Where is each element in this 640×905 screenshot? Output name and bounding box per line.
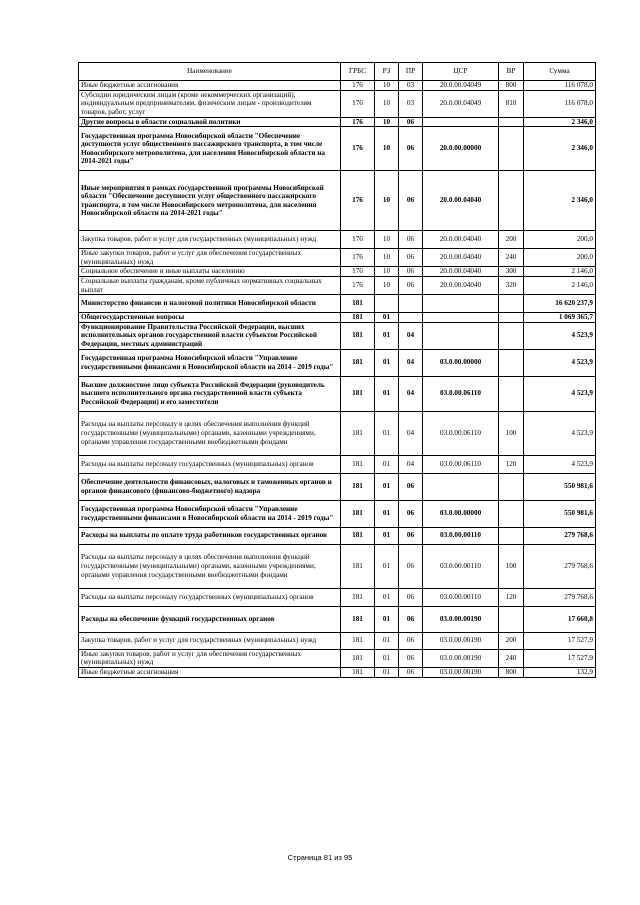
cell-pr: 06	[399, 667, 423, 677]
cell-grbs: 181	[341, 455, 375, 473]
cell-sum: 4 523,9	[524, 349, 596, 376]
cell-name: Государственная программа Новосибирской области "Управление государственными финансами в Новосибирской области на 2014 - 2019 годы"	[79, 500, 341, 527]
cell-sum: 17 527,9	[524, 632, 596, 649]
cell-sum: 2 346,0	[524, 127, 596, 171]
cell-sum: 279 768,6	[524, 588, 596, 606]
cell-rz: 10	[375, 117, 399, 127]
cell-vr: 100	[499, 544, 524, 588]
cell-rz: 10	[375, 127, 399, 171]
cell-rz: 01	[375, 527, 399, 544]
header-pr: ПР	[399, 63, 423, 81]
cell-name: Субсидии юридическим лицам (кроме некоммерческих организаций), индивидуальным предпринимателям, физическим лицам - производителям товаров, работ, услуг	[79, 90, 341, 117]
table-row	[79, 667, 596, 677]
table-row	[79, 127, 596, 171]
cell-sum: 4 523,9	[524, 455, 596, 473]
cell-pr: 06	[399, 127, 423, 171]
table-row	[79, 606, 596, 632]
cell-grbs: 176	[341, 171, 375, 231]
cell-pr: 06	[399, 500, 423, 527]
table-row	[79, 649, 596, 667]
cell-name: Функционирование Правительства Российской Федерации, высших исполнительных органов государственной власти субъектов Российской Федерации, местных администраций	[79, 322, 341, 349]
cell-grbs: 181	[341, 295, 375, 313]
budget-table	[78, 62, 596, 678]
cell-rz: 01	[375, 322, 399, 349]
table-row	[79, 376, 596, 411]
cell-pr: 06	[399, 276, 423, 294]
cell-csr: 20.0.00.04040	[423, 267, 499, 277]
cell-sum: 17 527,9	[524, 649, 596, 667]
cell-name: Социальное обеспечение и иные выплаты населению	[79, 267, 341, 277]
cell-sum: 4 523,9	[524, 376, 596, 411]
cell-rz: 01	[375, 349, 399, 376]
cell-rz: 01	[375, 544, 399, 588]
cell-vr	[499, 376, 524, 411]
table-row	[79, 322, 596, 349]
cell-rz: 10	[375, 276, 399, 294]
table-row	[79, 544, 596, 588]
table-row	[79, 295, 596, 313]
cell-csr: 20.0.00.04040	[423, 276, 499, 294]
cell-rz: 01	[375, 500, 399, 527]
cell-pr: 06	[399, 117, 423, 127]
cell-sum: 200,0	[524, 249, 596, 267]
cell-grbs: 176	[341, 127, 375, 171]
cell-vr: 320	[499, 276, 524, 294]
cell-sum: 17 660,8	[524, 606, 596, 632]
cell-name: Социальные выплаты гражданам, кроме публичных нормативных социальных выплат	[79, 276, 341, 294]
cell-grbs: 181	[341, 606, 375, 632]
cell-name: Общегосударственные вопросы	[79, 313, 341, 323]
cell-csr: 03.0.00.00190	[423, 667, 499, 677]
cell-csr: 03.0.00.00190	[423, 606, 499, 632]
cell-vr: 120	[499, 455, 524, 473]
cell-csr: 03.0.00.00190	[423, 632, 499, 649]
cell-sum: 4 523,9	[524, 322, 596, 349]
cell-sum: 116 078,0	[524, 90, 596, 117]
cell-sum: 200,0	[524, 231, 596, 249]
cell-csr: 20.0.00.04040	[423, 231, 499, 249]
cell-csr: 03.0.00.00000	[423, 500, 499, 527]
cell-csr: 20.0.00.00000	[423, 127, 499, 171]
cell-pr: 06	[399, 649, 423, 667]
cell-sum: 4 523,9	[524, 411, 596, 455]
cell-vr: 800	[499, 667, 524, 677]
cell-grbs: 176	[341, 90, 375, 117]
cell-vr: 240	[499, 649, 524, 667]
cell-rz: 10	[375, 267, 399, 277]
cell-vr: 200	[499, 632, 524, 649]
cell-vr	[499, 313, 524, 323]
cell-pr: 03	[399, 90, 423, 117]
cell-name: Закупка товаров, работ и услуг для государственных (муниципальных) нужд	[79, 231, 341, 249]
cell-name: Закупка товаров, работ и услуг для государственных (муниципальных) нужд	[79, 632, 341, 649]
cell-name: Иные закупки товаров, работ и услуг для обеспечения государственных (муниципальных) нужд	[79, 649, 341, 667]
cell-csr: 20.0.00.04040	[423, 171, 499, 231]
cell-csr	[423, 313, 499, 323]
cell-rz	[375, 295, 399, 313]
header-sum: Сумма	[524, 63, 596, 81]
cell-vr: 120	[499, 588, 524, 606]
cell-grbs: 181	[341, 527, 375, 544]
table-row	[79, 500, 596, 527]
cell-sum: 2 346,0	[524, 171, 596, 231]
cell-grbs: 181	[341, 544, 375, 588]
cell-grbs: 181	[341, 349, 375, 376]
cell-csr	[423, 322, 499, 349]
cell-name: Расходы на выплаты персоналу в целях обеспечения выполнения функций государственными (муниципальными) органами, казенными учреждениями, органами управления государственными внебюджетными фондами	[79, 544, 341, 588]
cell-vr	[499, 349, 524, 376]
cell-pr: 06	[399, 231, 423, 249]
cell-rz: 01	[375, 649, 399, 667]
cell-csr: 03.0.00.00110	[423, 544, 499, 588]
cell-csr	[423, 295, 499, 313]
cell-csr: 20.0.00.04040	[423, 249, 499, 267]
cell-vr	[499, 127, 524, 171]
table-row	[79, 527, 596, 544]
cell-vr	[499, 500, 524, 527]
table-row	[79, 313, 596, 323]
table-header-row	[79, 63, 596, 81]
table-row	[79, 455, 596, 473]
cell-name: Министерство финансов и налоговой политики Новосибирской области	[79, 295, 341, 313]
cell-grbs: 181	[341, 313, 375, 323]
cell-rz: 01	[375, 588, 399, 606]
cell-rz: 10	[375, 81, 399, 91]
cell-csr: 20.0.00.04049	[423, 81, 499, 91]
cell-pr: 06	[399, 588, 423, 606]
cell-name: Иные бюджетные ассигнования	[79, 81, 341, 91]
cell-name: Иные бюджетные ассигнования	[79, 667, 341, 677]
cell-sum: 279 768,6	[524, 527, 596, 544]
cell-sum: 116 078,0	[524, 81, 596, 91]
cell-vr	[499, 473, 524, 500]
cell-pr: 06	[399, 606, 423, 632]
cell-pr: 04	[399, 322, 423, 349]
table-row	[79, 267, 596, 277]
cell-name: Расходы на выплаты по оплате труда работников государственных органов	[79, 527, 341, 544]
cell-sum: 132,9	[524, 667, 596, 677]
cell-csr: 20.0.00.04049	[423, 90, 499, 117]
table-row	[79, 411, 596, 455]
cell-grbs: 176	[341, 276, 375, 294]
cell-vr	[499, 117, 524, 127]
cell-sum: 2 146,0	[524, 267, 596, 277]
cell-vr	[499, 527, 524, 544]
cell-rz: 01	[375, 411, 399, 455]
cell-rz: 10	[375, 231, 399, 249]
cell-pr: 03	[399, 81, 423, 91]
cell-vr	[499, 295, 524, 313]
cell-csr: 03.0.00.00110	[423, 527, 499, 544]
cell-pr: 06	[399, 527, 423, 544]
header-vr: ВР	[499, 63, 524, 81]
table-row	[79, 249, 596, 267]
cell-grbs: 181	[341, 411, 375, 455]
cell-name: Расходы на выплаты персоналу государственных (муниципальных) органов	[79, 455, 341, 473]
cell-vr: 200	[499, 231, 524, 249]
table-row	[79, 231, 596, 249]
cell-sum: 16 620 237,9	[524, 295, 596, 313]
cell-pr	[399, 313, 423, 323]
table-row	[79, 90, 596, 117]
cell-csr: 03.0.00.06110	[423, 455, 499, 473]
cell-grbs: 176	[341, 117, 375, 127]
cell-rz: 01	[375, 606, 399, 632]
cell-rz: 10	[375, 171, 399, 231]
cell-vr	[499, 606, 524, 632]
cell-pr	[399, 295, 423, 313]
cell-grbs: 176	[341, 267, 375, 277]
header-csr: ЦСР	[423, 63, 499, 81]
cell-rz: 01	[375, 376, 399, 411]
cell-pr: 06	[399, 171, 423, 231]
table-row	[79, 81, 596, 91]
header-grbs: ГРБС	[341, 63, 375, 81]
cell-name: Государственная программа Новосибирской области "Управление государственными финансами в Новосибирской области на 2014 - 2019 годы"	[79, 349, 341, 376]
cell-rz: 01	[375, 667, 399, 677]
table-row	[79, 588, 596, 606]
table-row	[79, 632, 596, 649]
cell-grbs: 181	[341, 667, 375, 677]
cell-name: Обеспечение деятельности финансовых, налоговых и таможенных органов и органов финансового (финансово-бюджетного) надзора	[79, 473, 341, 500]
cell-grbs: 181	[341, 649, 375, 667]
cell-csr	[423, 473, 499, 500]
cell-grbs: 181	[341, 322, 375, 349]
cell-name: Иные закупки товаров, работ и услуг для обеспечения государственных (муниципальных) нужд	[79, 249, 341, 267]
cell-csr: 03.0.00.00190	[423, 649, 499, 667]
cell-rz: 01	[375, 473, 399, 500]
cell-csr: 03.0.00.00110	[423, 588, 499, 606]
cell-pr: 06	[399, 267, 423, 277]
cell-grbs: 181	[341, 632, 375, 649]
cell-grbs: 181	[341, 473, 375, 500]
cell-pr: 04	[399, 455, 423, 473]
cell-grbs: 181	[341, 376, 375, 411]
cell-name: Расходы на выплаты персоналу государственных (муниципальных) органов	[79, 588, 341, 606]
cell-vr	[499, 171, 524, 231]
cell-vr	[499, 322, 524, 349]
cell-rz: 01	[375, 455, 399, 473]
cell-sum: 2 146,0	[524, 276, 596, 294]
cell-csr: 03.0.00.00000	[423, 349, 499, 376]
page-number: Страница 81 из 95	[287, 853, 353, 862]
cell-sum: 279 768,6	[524, 544, 596, 588]
cell-name: Расходы на выплаты персоналу в целях обеспечения выполнения функций государственными (муниципальными) органами, казенными учреждениями, органами управления государственными внебюджетными фондами	[79, 411, 341, 455]
cell-name: Другие вопросы в области социальной политики	[79, 117, 341, 127]
header-name: Наименование	[79, 63, 341, 81]
cell-vr: 300	[499, 267, 524, 277]
table-row	[79, 349, 596, 376]
header-rz: РЗ	[375, 63, 399, 81]
cell-name: Иные мероприятия в рамках государственной программы Новосибирской области "Обеспечение доступности услуг общественного пассажирского транспорта, в том числе Новосибирского метрополитена, для населения Новосибирской области на 2014-2021 годы"	[79, 171, 341, 231]
cell-vr: 240	[499, 249, 524, 267]
cell-vr: 810	[499, 90, 524, 117]
cell-rz: 01	[375, 632, 399, 649]
cell-rz: 10	[375, 249, 399, 267]
cell-name: Государственная программа Новосибирской области "Обеспечение доступности услуг общественного пассажирского транспорта, в том числе Новосибирского метрополитена, для населения Новосибирской области на 2014-2021 годы"	[79, 127, 341, 171]
cell-pr: 04	[399, 349, 423, 376]
cell-sum: 550 981,6	[524, 500, 596, 527]
cell-sum: 2 346,0	[524, 117, 596, 127]
cell-csr: 03.0.00.06110	[423, 411, 499, 455]
cell-name: Высшее должностное лицо субъекта Российской Федерации (руководитель высшего исполнительного органа государственной власти субъекта Российской Федерации) и его заместители	[79, 376, 341, 411]
cell-vr: 100	[499, 411, 524, 455]
cell-rz: 01	[375, 313, 399, 323]
cell-pr: 06	[399, 544, 423, 588]
cell-name: Расходы на обеспечение функций государственных органов	[79, 606, 341, 632]
cell-grbs: 176	[341, 249, 375, 267]
cell-grbs: 176	[341, 81, 375, 91]
cell-vr: 800	[499, 81, 524, 91]
table-row	[79, 473, 596, 500]
cell-sum: 1 069 365,7	[524, 313, 596, 323]
cell-grbs: 176	[341, 231, 375, 249]
cell-pr: 04	[399, 376, 423, 411]
cell-pr: 04	[399, 411, 423, 455]
table-row	[79, 171, 596, 231]
cell-pr: 06	[399, 473, 423, 500]
cell-grbs: 181	[341, 500, 375, 527]
cell-pr: 06	[399, 249, 423, 267]
table-row	[79, 276, 596, 294]
cell-sum: 550 981,6	[524, 473, 596, 500]
cell-pr: 06	[399, 632, 423, 649]
cell-grbs: 181	[341, 588, 375, 606]
cell-csr: 03.0.00.06110	[423, 376, 499, 411]
cell-rz: 10	[375, 90, 399, 117]
cell-csr	[423, 117, 499, 127]
table-row	[79, 117, 596, 127]
